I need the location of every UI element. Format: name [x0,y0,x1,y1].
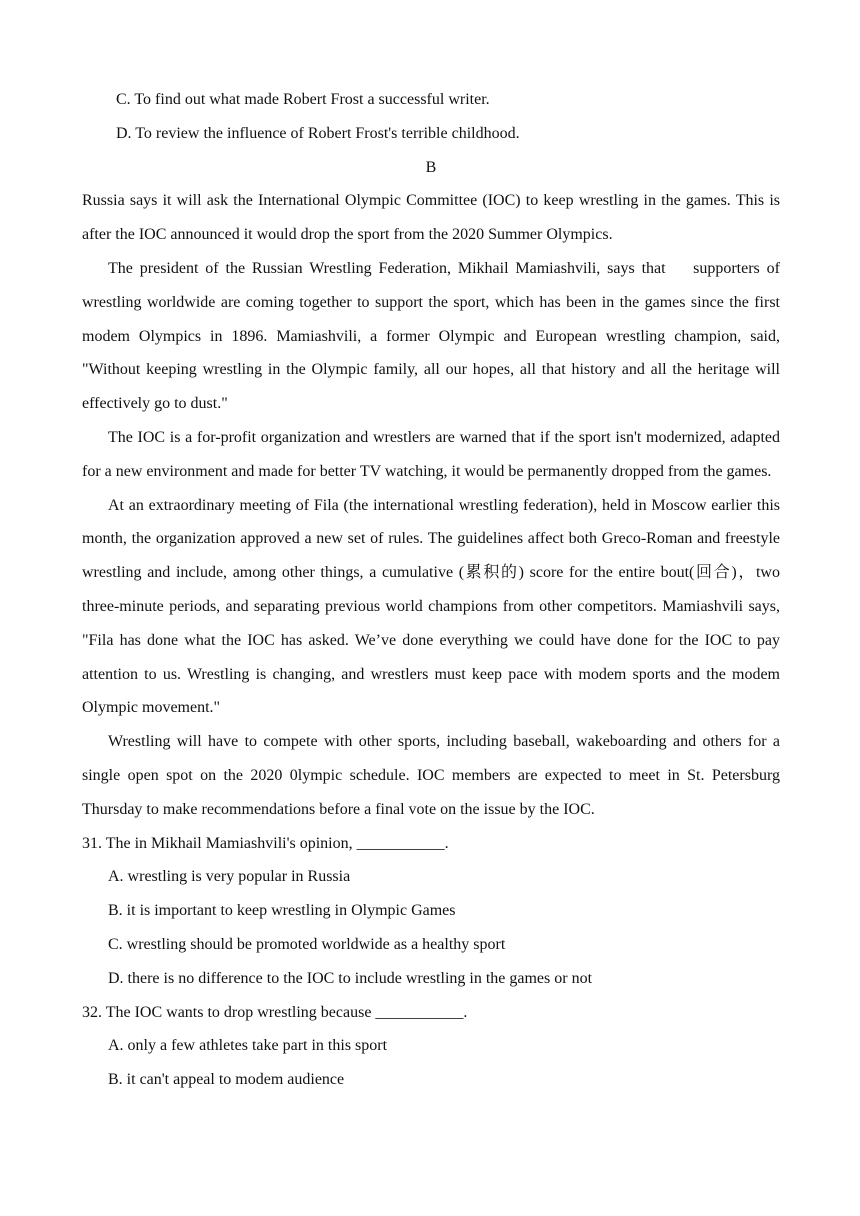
question-31-option-a: A. wrestling is very popular in Russia [108,868,351,886]
question-31-option-d: D. there is no difference to the IOC to include wrestling in the games or not [108,969,593,987]
question-31-stem: 31. The in Mikhail Mamiashvili's opinion, ___________. [82,834,449,852]
section-label: B [425,158,437,176]
passage-paragraph-4: At an extraordinary meeting of Fila (the international wrestling federation), held in Moscow earlier this month, the organization approved a new set of rules. The guidelines affect both Greco-Roman and freestyle wrestling and include, among other things, a cumulative (累积的) score for the entire bout(回合)，two three-minute periods, and separating previous world champions from other competitors. Mamiashvili says, "Fila has done what the IOC has asked. We’ve done everything we could have done for the IOC to pay attention to us. Wrestling is changing, and wrestlers must keep pace with modem sports and the modem Olympic movement." [82,496,780,717]
document-page [82,83,796,1097]
passage-paragraph-3: The IOC is a for-profit organization and wrestlers are warned that if the sport isn't modernized, adapted for a new environment and made for better TV watching, it would be permanently dropped from the games. [82,428,780,480]
question-31-option-b: B. it is important to keep wrestling in Olympic Games [108,902,456,920]
prev-option-d: D. To review the influence of Robert Frost's terrible childhood. [116,124,520,142]
question-32-option-b: B. it can't appeal to modem audience [108,1071,345,1089]
passage-paragraph-5: Wrestling will have to compete with other sports, including baseball, wakeboarding and others for a single open spot on the 2020 0lympic schedule. IOC members are expected to meet in St. Petersburg Thursday to make recommendations before a final vote on the issue by the IOC. [82,733,780,818]
passage-paragraph-1: Russia says it will ask the International Olympic Committee (IOC) to keep wrestling in the games. This is after the IOC announced it would drop the sport from the 2020 Summer Olympics. [82,192,780,244]
prev-option-c: C. To find out what made Robert Frost a successful writer. [116,91,490,108]
passage-paragraph-2: The president of the Russian Wrestling Federation, Mikhail Mamiashvili, says that supporters of wrestling worldwide are coming together to support the sport, which has been in the games since the first modem Olympics in 1896. Mamiashvili, a former Olympic and European wrestling champion, said, "Without keeping wrestling in the Olympic family, all our hopes, all that history and all the heritage will effectively go to dust." [82,259,796,413]
question-31-option-c: C. wrestling should be promoted worldwide as a healthy sport [108,935,506,953]
question-32-option-a: A. only a few athletes take part in this sport [108,1037,388,1055]
question-32-stem: 32. The IOC wants to drop wrestling because ___________. [82,1003,468,1021]
